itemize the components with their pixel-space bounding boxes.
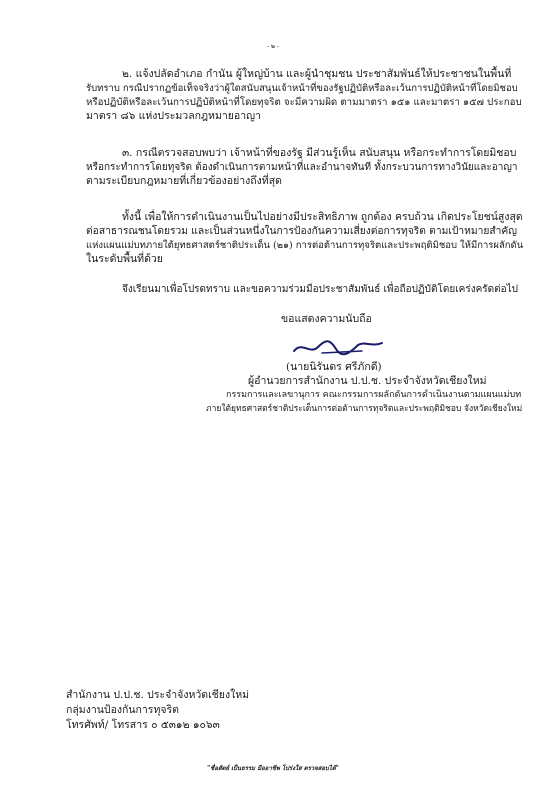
signatory-position-3: ภายใต้ยุทธศาสตร์ชาติประเด็นการต่อต้านการทุจริตและประพฤติมิชอบ จังหวัดเชียงใหม่: [206, 404, 523, 414]
paragraph-4-line-4: ในระดับพื้นที่ด้วย: [86, 253, 163, 265]
paragraph-2-line-2: รับทราบ กรณีปรากฏข้อเท็จจริงว่าผู้ใดสนับสนุนเจ้าหน้าที่ของรัฐปฏิบัติหรือละเว้นการปฏิบัติหน้าที่โดยมิชอบ: [86, 83, 518, 94]
page-number: - ๒ -: [267, 43, 279, 50]
paragraph-3-line-3: ตามระเบียบกฎหมายที่เกี่ยวข้องอย่างถึงที่สุด: [86, 175, 282, 187]
paragraph-4-line-2: ต่อสาธารณชนโดยรวม และเป็นส่วนหนึ่งในการป้องกันความเสี่ยงต่อการทุจริต ตามเป้าหมายสำคัญ: [86, 225, 517, 237]
paragraph-4-line-1: ทั้งนี้ เพื่อให้การดำเนินงานเป็นไปอย่างมีประสิทธิภาพ ถูกต้อง ครบถ้วน เกิดประโยชน์สูงสุด: [122, 211, 523, 223]
footer-group: กลุ่มงานป้องกันการทุจริต: [66, 704, 179, 716]
respect-closing: ขอแสดงความนับถือ: [281, 313, 372, 325]
paragraph-2-line-3: หรือปฏิบัติหรือละเว้นการปฏิบัติหน้าที่โดยทุจริต จะมีความผิด ตามมาตรา ๑๕๑ และมาตรา ๑๕๗ ประกอบ: [86, 97, 522, 108]
signatory-position-1: ผู้อำนวยการสำนักงาน ป.ป.ช. ประจำจังหวัดเชียงใหม่: [248, 375, 487, 387]
paragraph-3-line-1: ๓. กรณีตรวจสอบพบว่า เจ้าหน้าที่ของรัฐ มีส่วนรู้เห็น สนับสนุน หรือกระทำการโดยมิชอบ: [122, 147, 517, 159]
handwritten-signature: [292, 335, 384, 357]
paragraph-2-line-1: ๒. แจ้งปลัดอำเภอ กำนัน ผู้ใหญ่บ้าน และผู้นำชุมชน ประชาสัมพันธ์ให้ประชาชนในพื้นที่: [122, 68, 512, 80]
motto: "ซื่อสัตย์ เป็นธรรม มืออาชีพ โปร่งใส ตรวจสอบได้": [207, 765, 339, 772]
closing-sentence: จึงเรียนมาเพื่อโปรดทราบ และขอความร่วมมือประชาสัมพันธ์ เพื่อถือปฏิบัติโดยเคร่งครัดต่อไป: [122, 284, 519, 295]
paragraph-2-line-4: มาตรา ๘๖ แห่งประมวลกฎหมายอาญา: [86, 110, 261, 122]
paragraph-4-line-3: แห่งแผนแม่บทภายใต้ยุทธศาสตร์ชาติประเด็น (๒๑) การต่อต้านการทุจริตและประพฤติมิชอบ ให้มีการผลักดัน: [86, 240, 524, 251]
footer-office: สำนักงาน ป.ป.ช. ประจำจังหวัดเชียงใหม่: [66, 689, 250, 701]
signatory-position-2: กรรมการและเลขานุการ คณะกรรมการผลักดันการดำเนินงานตามแผนแม่บท: [226, 390, 522, 400]
paragraph-3-line-2: หรือกระทำการโดยทุจริต ต้องดำเนินการตามหน้าที่และอำนาจทันที ทั้งกระบวนการทางวินัยและอาญา: [86, 162, 518, 173]
signatory-name: (นายนิรันดร ศรีภักดี): [286, 361, 382, 373]
footer-phone: โทรศัพท์/ โทรสาร ๐ ๕๓๑๒ ๑๐๖๓: [66, 719, 220, 731]
